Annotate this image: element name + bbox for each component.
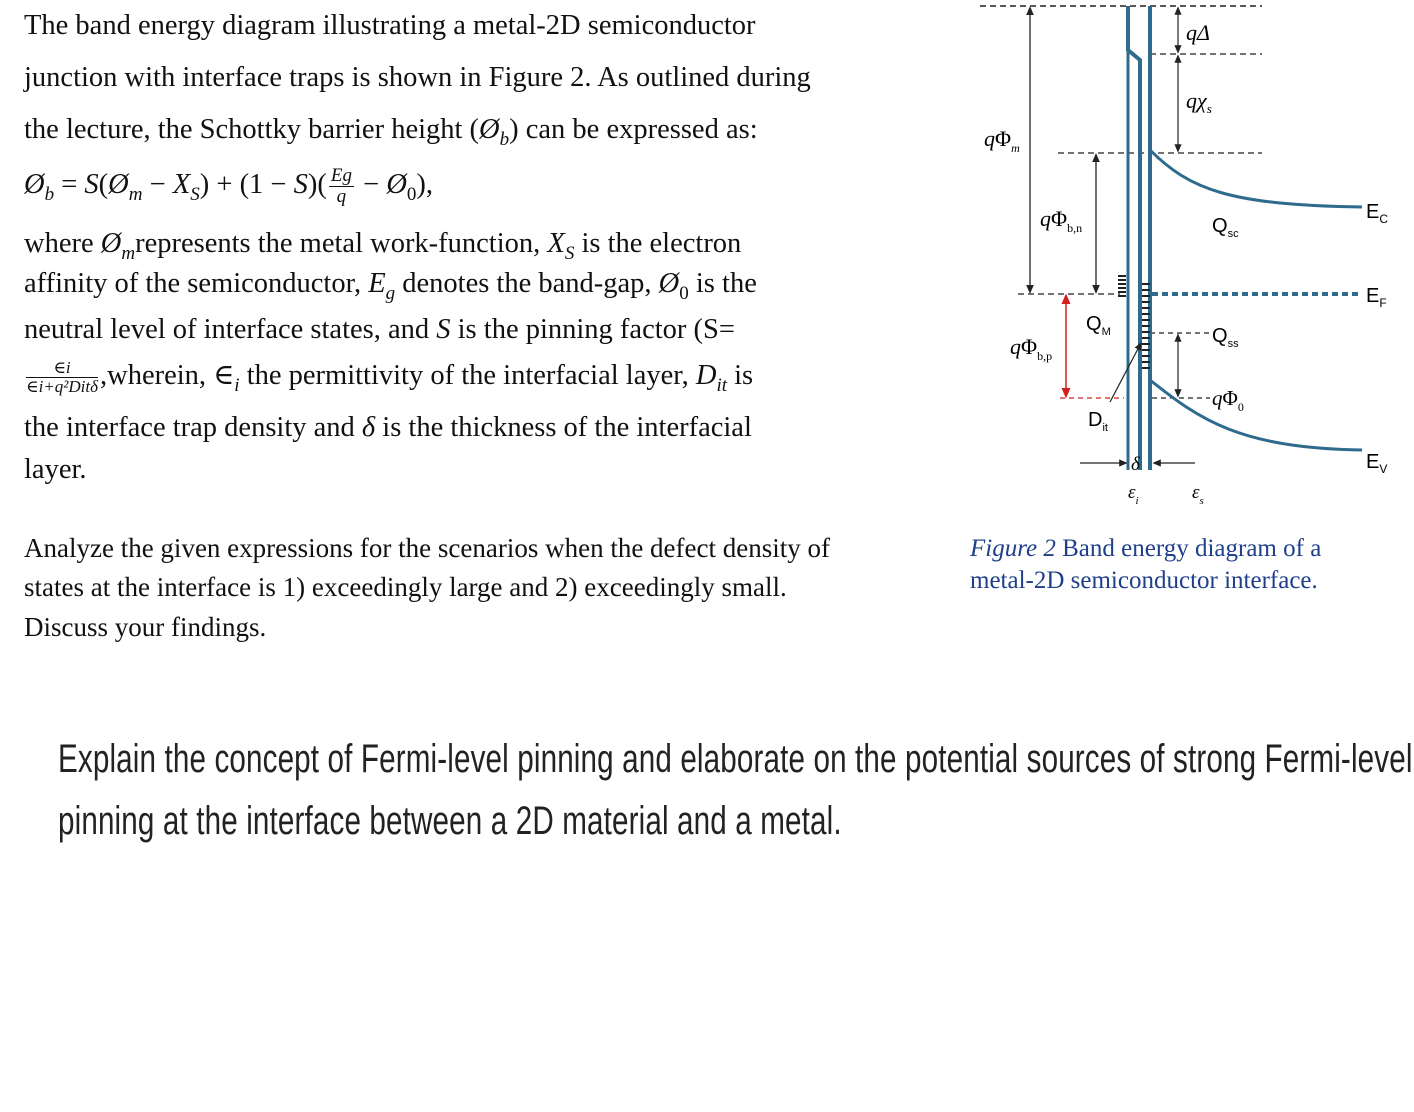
label-delta: δ xyxy=(1131,454,1140,475)
question-line-2: states at the interface is 1) exceedingly large and 2) exceedingly small. xyxy=(24,572,787,602)
metal-charge-ticks xyxy=(1118,276,1126,296)
figure-caption-line-1: Figure 2 Band energy diagram of a xyxy=(970,535,1322,562)
label-q-delta: qΔ xyxy=(1186,20,1210,45)
problem-line-2: junction with interface traps is shown in Figure 2. As outlined during xyxy=(24,62,811,93)
label-ef: $E_F$ xyxy=(1366,285,1387,310)
label-q-m: $Q_M$ xyxy=(1086,313,1111,338)
dit-pointer xyxy=(1110,345,1140,402)
valence-band xyxy=(1150,380,1362,450)
problem-line-8: $\frac{\in i}{\text{∈i+q²Ditδ}}$ ,wherein, $\in_i$ the permittivity of the interfacial layer, $D_{it}$ is xyxy=(26,357,754,396)
label-q-phi-bn: $q\Phi_{b,n}$ xyxy=(1040,206,1083,235)
problem-line-1: The band energy diagram illustrating a metal-2D semiconductor xyxy=(24,10,756,41)
label-d-it: $D_{it}$ xyxy=(1088,409,1108,434)
eg-over-q-fraction: $\frac{Eg}{q}$ xyxy=(330,165,352,207)
problem-line-3: the lecture, the Schottky barrier height $(Ø_b)$ can be expressed as: xyxy=(24,114,758,150)
label-eps-s: $\varepsilon_s$ xyxy=(1192,482,1204,507)
conduction-band xyxy=(1150,150,1362,207)
label-q-phi-bp: $q\Phi_{b,p}$ xyxy=(1010,334,1053,363)
problem-line-7: neutral level of interface states, and S is the pinning factor (S= xyxy=(24,314,735,345)
label-q-phi-0: $q\Phi_0$ xyxy=(1212,386,1244,414)
prompt-line-1: Explain the concept of Fermi-level pinning and elaborate on the potential sources of strong Fermi-level xyxy=(58,737,1413,781)
problem-line-10: layer. xyxy=(24,454,87,485)
question-line-1: Analyze the given expressions for the scenarios when the defect density of xyxy=(24,533,830,563)
problem-line-6: affinity of the semiconductor, $E_g$ denotes the band-gap, $Ø_0$ is the xyxy=(24,268,757,304)
label-q-ss: $Q_{ss}$ xyxy=(1212,325,1239,350)
question-line-3: Discuss your findings. xyxy=(24,612,267,642)
label-q-sc: $Q_{sc}$ xyxy=(1212,215,1239,240)
prompt-line-2: pinning at the interface between a 2D material and a metal. xyxy=(58,799,842,843)
interfacial-layer-left xyxy=(1128,6,1140,470)
band-energy-diagram xyxy=(960,0,1400,520)
figure-caption-line-2: metal-2D semiconductor interface. xyxy=(970,567,1318,594)
label-q-chi: $q\chi_s$ xyxy=(1186,88,1212,116)
pinning-factor-fraction: $\frac{\in i}{\text{∈i+q²Ditδ}}$ xyxy=(26,357,99,396)
label-ev: $E_V$ xyxy=(1366,451,1388,476)
schottky-equation: $Ø_b$ = $S(Ø_m - X_S) + (1 - S)$( $\frac{Eg}{q}$ − $Ø_0$), xyxy=(24,165,434,207)
interface-state-ticks xyxy=(1142,284,1150,368)
problem-line-5: where $Ø_mrepresents$ the metal work-function, $X_S$ is the electron xyxy=(24,228,742,264)
label-q-phi-m: $q\Phi_m$ xyxy=(984,126,1020,155)
label-eps-i: $\varepsilon_i$ xyxy=(1128,482,1139,507)
problem-line-9: the interface trap density and δ is the thickness of the interfacial xyxy=(24,412,752,443)
label-ec: $E_C$ xyxy=(1366,201,1389,226)
